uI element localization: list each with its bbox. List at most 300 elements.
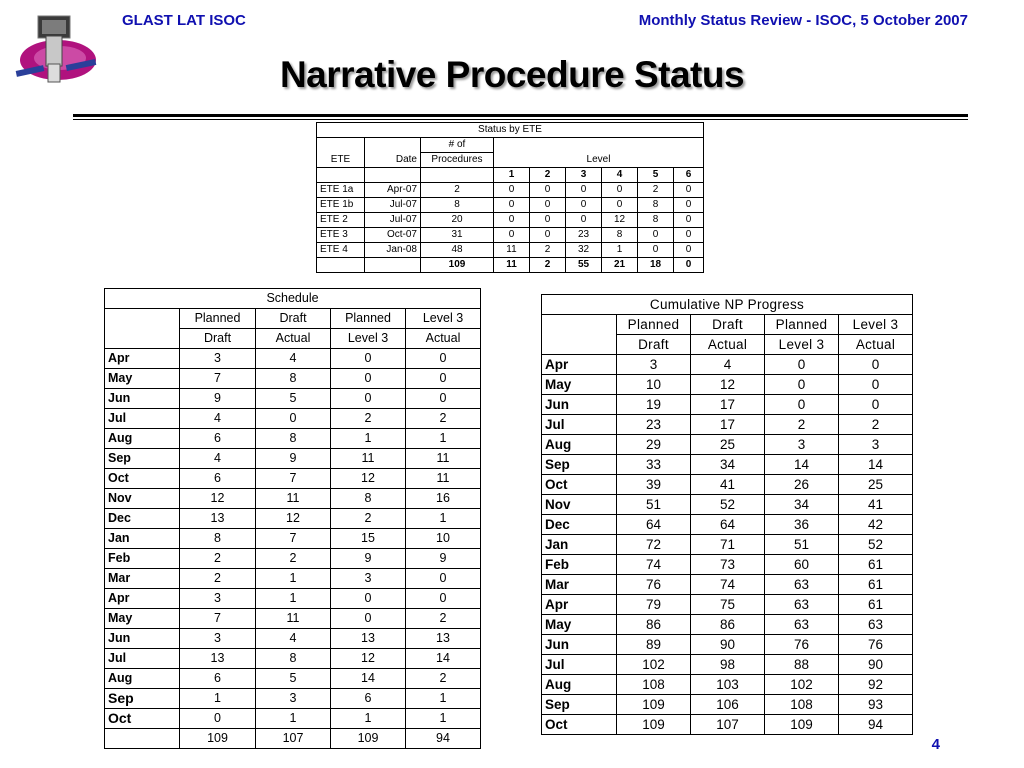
ete-level-4: 0	[602, 198, 638, 213]
table-row	[105, 629, 481, 649]
level-header: Level	[494, 138, 704, 168]
table-row	[105, 549, 481, 569]
total-procedures: 109	[421, 258, 494, 273]
title-rule-thin	[73, 119, 968, 120]
row-value: 86	[691, 615, 765, 635]
row-value: 11	[406, 469, 481, 489]
col-header: Level 3	[839, 315, 913, 335]
row-value: 4	[691, 355, 765, 375]
table-row	[542, 495, 913, 515]
row-value: 14	[331, 669, 406, 689]
ete-procedures: 20	[421, 213, 494, 228]
header-org-name: GLAST LAT ISOC	[122, 12, 246, 29]
col-header: Draft	[691, 315, 765, 335]
ete-level-6: 0	[674, 198, 704, 213]
schedule-total: 109	[180, 729, 256, 749]
row-value: 11	[406, 449, 481, 469]
table-row	[542, 355, 913, 375]
row-value: 52	[691, 495, 765, 515]
table-row	[105, 589, 481, 609]
row-value: 4	[256, 629, 331, 649]
total-level-6: 0	[674, 258, 704, 273]
row-value: 90	[691, 635, 765, 655]
row-value: 63	[765, 575, 839, 595]
procedures-header-line2: Procedures	[421, 153, 494, 168]
row-month: Oct	[542, 715, 617, 735]
ete-blank-cell	[365, 258, 421, 273]
ete-level-5: 0	[638, 243, 674, 258]
row-value: 0	[406, 349, 481, 369]
row-month: Sep	[105, 689, 180, 709]
row-month: Jun	[105, 389, 180, 409]
row-value: 2	[765, 415, 839, 435]
row-value: 23	[617, 415, 691, 435]
row-value: 63	[839, 615, 913, 635]
row-value: 0	[406, 589, 481, 609]
row-value: 2	[331, 409, 406, 429]
row-month: Jun	[105, 629, 180, 649]
ete-level-2: 0	[530, 228, 566, 243]
col-header: Draft	[256, 309, 331, 329]
ete-date: Jul-07	[365, 213, 421, 228]
row-month: Sep	[542, 455, 617, 475]
level-number: 1	[494, 168, 530, 183]
ete-level-2: 0	[530, 183, 566, 198]
ete-level-4: 12	[602, 213, 638, 228]
table-row	[317, 198, 704, 213]
ete-level-6: 0	[674, 228, 704, 243]
row-value: 3	[256, 689, 331, 709]
row-value: 60	[765, 555, 839, 575]
table-row	[542, 555, 913, 575]
procedures-header-line1: # of	[421, 138, 494, 153]
row-value: 2	[180, 569, 256, 589]
schedule-total-label	[105, 729, 180, 749]
ete-level-3: 23	[566, 228, 602, 243]
row-month: Apr	[105, 589, 180, 609]
row-value: 107	[691, 715, 765, 735]
row-month: Jul	[542, 655, 617, 675]
col-header: Level 3	[406, 309, 481, 329]
schedule-month-header	[105, 309, 180, 349]
ete-level-1: 0	[494, 198, 530, 213]
row-value: 10	[617, 375, 691, 395]
ete-name: ETE 4	[317, 243, 365, 258]
ete-header: ETE	[317, 138, 365, 168]
table-row	[105, 649, 481, 669]
row-value: 12	[331, 649, 406, 669]
table-row	[105, 669, 481, 689]
row-value: 2	[839, 415, 913, 435]
ete-level-3: 0	[566, 213, 602, 228]
total-level-2: 2	[530, 258, 566, 273]
row-value: 3	[765, 435, 839, 455]
table-row	[105, 689, 481, 709]
schedule-caption: Schedule	[105, 289, 481, 309]
row-value: 76	[765, 635, 839, 655]
row-month: Jun	[542, 395, 617, 415]
row-value: 63	[765, 615, 839, 635]
schedule-total: 107	[256, 729, 331, 749]
row-value: 88	[765, 655, 839, 675]
row-value: 12	[331, 469, 406, 489]
row-value: 52	[839, 535, 913, 555]
row-value: 4	[180, 409, 256, 429]
row-value: 1	[256, 589, 331, 609]
row-value: 109	[765, 715, 839, 735]
row-value: 11	[256, 609, 331, 629]
row-value: 3	[180, 349, 256, 369]
col-header: Planned	[617, 315, 691, 335]
table-row	[542, 435, 913, 455]
table-row	[542, 715, 913, 735]
row-value: 2	[256, 549, 331, 569]
table-row	[105, 709, 481, 729]
row-month: Oct	[105, 709, 180, 729]
table-row	[542, 575, 913, 595]
row-value: 1	[256, 569, 331, 589]
table-row	[542, 535, 913, 555]
ete-level-3: 32	[566, 243, 602, 258]
col-header: Level 3	[331, 329, 406, 349]
row-value: 86	[617, 615, 691, 635]
row-value: 25	[691, 435, 765, 455]
row-value: 13	[331, 629, 406, 649]
row-value: 76	[839, 635, 913, 655]
row-value: 19	[617, 395, 691, 415]
row-value: 17	[691, 395, 765, 415]
level-number: 4	[602, 168, 638, 183]
row-value: 92	[839, 675, 913, 695]
row-month: Jul	[542, 415, 617, 435]
row-month: Oct	[542, 475, 617, 495]
row-value: 41	[691, 475, 765, 495]
ete-level-4: 0	[602, 183, 638, 198]
row-value: 6	[180, 669, 256, 689]
col-header: Actual	[256, 329, 331, 349]
table-row	[542, 375, 913, 395]
row-value: 94	[839, 715, 913, 735]
row-value: 14	[406, 649, 481, 669]
row-value: 13	[180, 649, 256, 669]
table-row	[542, 455, 913, 475]
row-value: 25	[839, 475, 913, 495]
row-month: Apr	[542, 595, 617, 615]
col-header: Planned	[180, 309, 256, 329]
table-row	[542, 415, 913, 435]
table-row	[105, 389, 481, 409]
row-value: 11	[256, 489, 331, 509]
row-month: Nov	[542, 495, 617, 515]
row-value: 9	[331, 549, 406, 569]
row-value: 93	[839, 695, 913, 715]
ete-blank-cell	[365, 168, 421, 183]
row-value: 51	[617, 495, 691, 515]
ete-blank-cell	[317, 258, 365, 273]
row-value: 1	[180, 689, 256, 709]
row-value: 2	[180, 549, 256, 569]
row-value: 0	[406, 569, 481, 589]
row-value: 8	[256, 649, 331, 669]
table-row	[105, 489, 481, 509]
row-value: 79	[617, 595, 691, 615]
row-value: 3	[617, 355, 691, 375]
level-number: 6	[674, 168, 704, 183]
row-value: 15	[331, 529, 406, 549]
row-month: Aug	[105, 429, 180, 449]
col-header: Draft	[617, 335, 691, 355]
table-row	[542, 515, 913, 535]
ete-name: ETE 3	[317, 228, 365, 243]
table-row	[542, 695, 913, 715]
table-row	[542, 635, 913, 655]
row-value: 0	[765, 395, 839, 415]
ete-table-caption: Status by ETE	[317, 123, 704, 138]
date-header: Date	[365, 138, 421, 168]
ete-level-5: 8	[638, 213, 674, 228]
row-value: 36	[765, 515, 839, 535]
row-value: 73	[691, 555, 765, 575]
header-meeting-title: Monthly Status Review - ISOC, 5 October 2007	[638, 12, 968, 29]
row-value: 14	[839, 455, 913, 475]
cumulative-progress-table	[541, 294, 913, 735]
row-value: 5	[256, 669, 331, 689]
row-value: 3	[839, 435, 913, 455]
ete-procedures: 31	[421, 228, 494, 243]
row-value: 0	[765, 355, 839, 375]
ete-level-1: 0	[494, 213, 530, 228]
row-value: 29	[617, 435, 691, 455]
col-header: Actual	[691, 335, 765, 355]
row-month: Aug	[105, 669, 180, 689]
row-value: 0	[331, 389, 406, 409]
table-row	[317, 213, 704, 228]
row-value: 8	[256, 429, 331, 449]
ete-level-2: 0	[530, 213, 566, 228]
table-totals-row	[317, 258, 704, 273]
ete-level-2: 0	[530, 198, 566, 213]
ete-date: Apr-07	[365, 183, 421, 198]
ete-level-1: 0	[494, 228, 530, 243]
ete-level-3: 0	[566, 198, 602, 213]
schedule-table	[104, 288, 481, 749]
ete-procedures: 2	[421, 183, 494, 198]
row-value: 17	[691, 415, 765, 435]
row-value: 9	[406, 549, 481, 569]
table-row	[542, 615, 913, 635]
row-value: 34	[691, 455, 765, 475]
row-value: 1	[406, 509, 481, 529]
row-value: 109	[617, 695, 691, 715]
ete-level-3: 0	[566, 183, 602, 198]
table-row	[105, 429, 481, 449]
row-value: 3	[331, 569, 406, 589]
row-month: Feb	[542, 555, 617, 575]
row-month: Nov	[105, 489, 180, 509]
ete-level-4: 8	[602, 228, 638, 243]
row-value: 8	[331, 489, 406, 509]
row-value: 0	[406, 369, 481, 389]
table-row	[105, 469, 481, 489]
table-row	[542, 395, 913, 415]
row-value: 103	[691, 675, 765, 695]
row-month: Apr	[542, 355, 617, 375]
row-value: 8	[180, 529, 256, 549]
ete-level-1: 0	[494, 183, 530, 198]
row-value: 0	[406, 389, 481, 409]
table-row	[105, 529, 481, 549]
row-month: Dec	[105, 509, 180, 529]
row-value: 7	[180, 609, 256, 629]
row-value: 75	[691, 595, 765, 615]
level-number: 3	[566, 168, 602, 183]
row-value: 0	[331, 589, 406, 609]
ete-name: ETE 2	[317, 213, 365, 228]
page-title: Narrative Procedure Status	[279, 54, 745, 95]
schedule-total: 94	[406, 729, 481, 749]
row-value: 1	[406, 429, 481, 449]
row-value: 61	[839, 555, 913, 575]
row-value: 12	[691, 375, 765, 395]
ete-procedures: 8	[421, 198, 494, 213]
table-row	[105, 369, 481, 389]
row-value: 0	[839, 375, 913, 395]
total-level-5: 18	[638, 258, 674, 273]
row-value: 106	[691, 695, 765, 715]
row-value: 9	[180, 389, 256, 409]
row-value: 12	[256, 509, 331, 529]
table-row	[542, 675, 913, 695]
row-value: 89	[617, 635, 691, 655]
row-value: 109	[617, 715, 691, 735]
table-row	[105, 569, 481, 589]
table-row	[105, 409, 481, 429]
row-value: 6	[180, 469, 256, 489]
row-value: 63	[765, 595, 839, 615]
row-value: 0	[331, 349, 406, 369]
row-value: 0	[256, 409, 331, 429]
table-totals-row	[105, 729, 481, 749]
row-value: 0	[765, 375, 839, 395]
row-value: 108	[617, 675, 691, 695]
row-month: Mar	[105, 569, 180, 589]
row-value: 108	[765, 695, 839, 715]
row-value: 3	[180, 589, 256, 609]
col-header: Level 3	[765, 335, 839, 355]
row-value: 0	[331, 369, 406, 389]
row-value: 102	[617, 655, 691, 675]
table-row	[542, 475, 913, 495]
table-row	[317, 183, 704, 198]
table-row	[105, 349, 481, 369]
ete-procedures: 48	[421, 243, 494, 258]
row-value: 102	[765, 675, 839, 695]
row-value: 1	[406, 709, 481, 729]
ete-blank-cell	[421, 168, 494, 183]
row-value: 64	[691, 515, 765, 535]
row-month: Aug	[542, 435, 617, 455]
row-value: 72	[617, 535, 691, 555]
row-month: Mar	[542, 575, 617, 595]
table-row	[542, 655, 913, 675]
row-value: 2	[406, 669, 481, 689]
status-by-ete-table	[316, 122, 704, 273]
level-number: 2	[530, 168, 566, 183]
row-month: Jun	[542, 635, 617, 655]
row-value: 41	[839, 495, 913, 515]
col-header: Actual	[406, 329, 481, 349]
row-value: 34	[765, 495, 839, 515]
ete-blank-cell	[317, 168, 365, 183]
row-value: 13	[180, 509, 256, 529]
row-month: Jul	[105, 409, 180, 429]
row-value: 3	[180, 629, 256, 649]
row-value: 90	[839, 655, 913, 675]
table-row	[105, 609, 481, 629]
total-level-3: 55	[566, 258, 602, 273]
row-value: 1	[331, 429, 406, 449]
level-number: 5	[638, 168, 674, 183]
schedule-total: 109	[331, 729, 406, 749]
row-value: 39	[617, 475, 691, 495]
ete-level-6: 0	[674, 243, 704, 258]
row-value: 64	[617, 515, 691, 535]
row-value: 0	[839, 395, 913, 415]
row-value: 16	[406, 489, 481, 509]
row-value: 74	[691, 575, 765, 595]
row-value: 0	[180, 709, 256, 729]
cumulative-caption: Cumulative NP Progress	[542, 295, 913, 315]
row-month: May	[542, 615, 617, 635]
table-row	[317, 243, 704, 258]
title-rule-thick	[73, 114, 968, 117]
table-row	[105, 509, 481, 529]
row-value: 33	[617, 455, 691, 475]
col-header: Planned	[765, 315, 839, 335]
row-value: 1	[331, 709, 406, 729]
row-month: Dec	[542, 515, 617, 535]
ete-date: Oct-07	[365, 228, 421, 243]
row-value: 0	[331, 609, 406, 629]
row-value: 1	[256, 709, 331, 729]
row-value: 8	[256, 369, 331, 389]
total-level-1: 11	[494, 258, 530, 273]
table-row	[105, 449, 481, 469]
table-row	[542, 595, 913, 615]
row-month: Apr	[105, 349, 180, 369]
ete-level-5: 8	[638, 198, 674, 213]
row-month: Jan	[105, 529, 180, 549]
ete-level-5: 0	[638, 228, 674, 243]
page-number: 4	[931, 736, 940, 753]
row-value: 2	[406, 409, 481, 429]
row-value: 71	[691, 535, 765, 555]
row-value: 12	[180, 489, 256, 509]
row-value: 5	[256, 389, 331, 409]
row-month: Sep	[105, 449, 180, 469]
ete-level-2: 2	[530, 243, 566, 258]
ete-name: ETE 1a	[317, 183, 365, 198]
row-value: 9	[256, 449, 331, 469]
row-month: May	[105, 609, 180, 629]
ete-level-4: 1	[602, 243, 638, 258]
row-value: 7	[256, 469, 331, 489]
row-month: May	[105, 369, 180, 389]
row-value: 2	[406, 609, 481, 629]
row-month: Aug	[542, 675, 617, 695]
ete-level-6: 0	[674, 213, 704, 228]
col-header: Draft	[180, 329, 256, 349]
